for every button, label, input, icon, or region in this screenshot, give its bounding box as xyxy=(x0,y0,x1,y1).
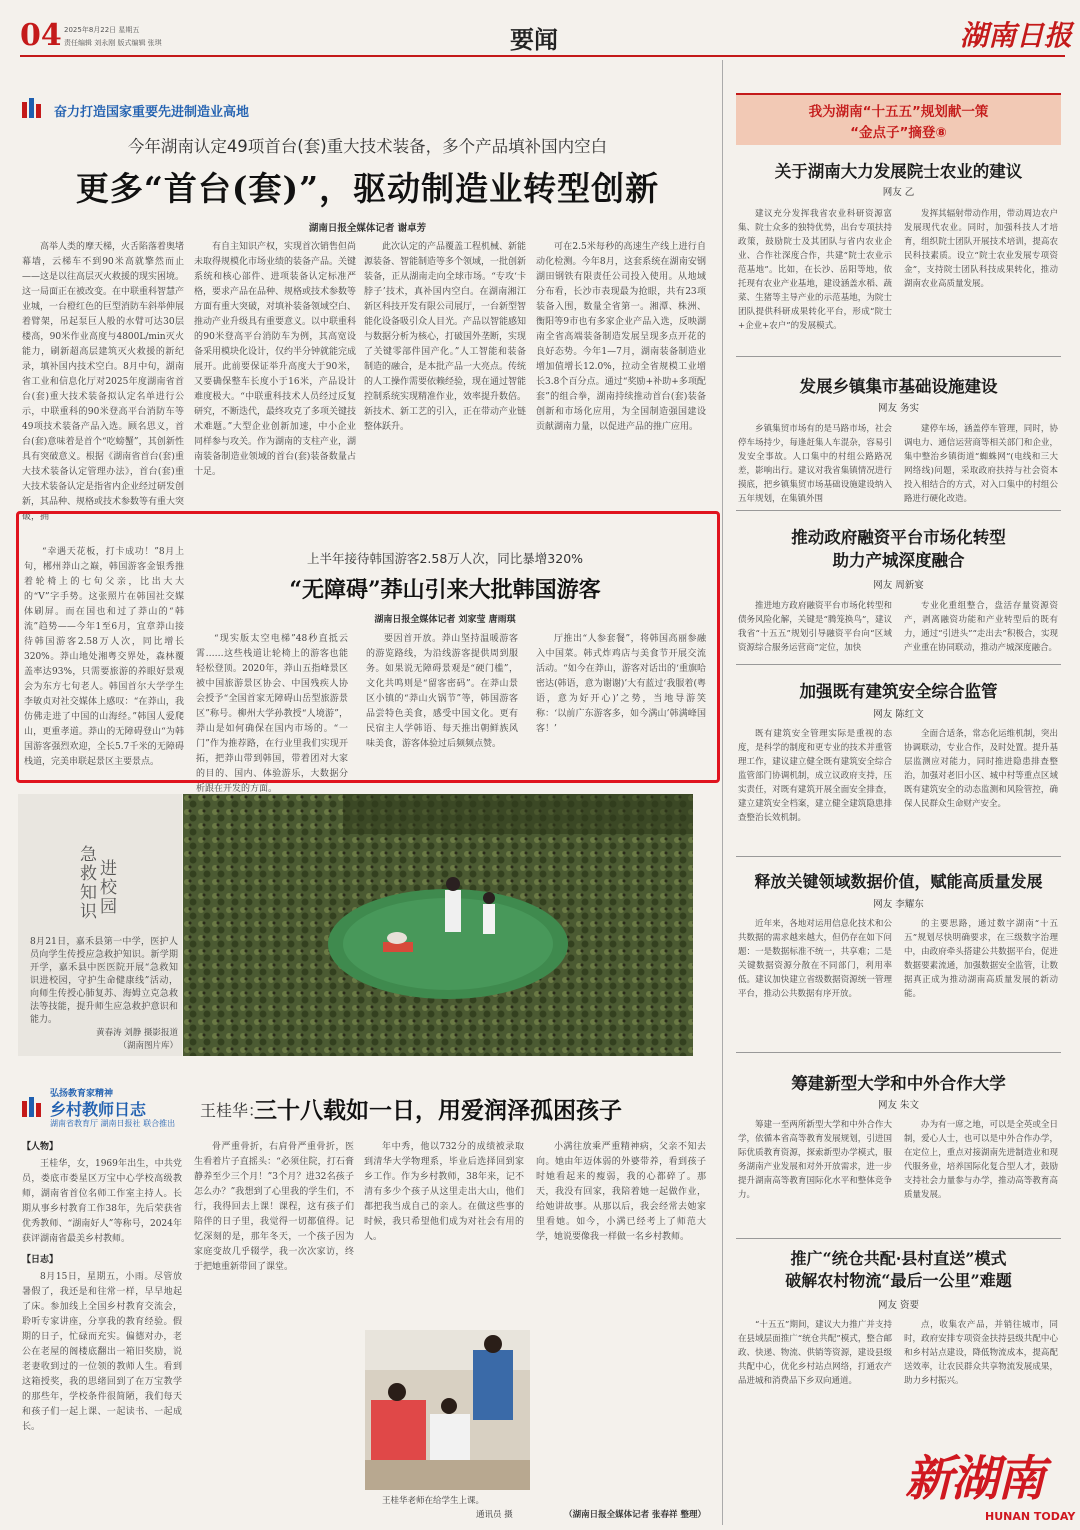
header-editors: 责任编辑 刘永刚 版式编辑 张琪 xyxy=(64,39,162,47)
right-article-3-title: 加强既有建筑安全综合监管 xyxy=(799,682,998,701)
right-article-1-col-2: 建停车场，涵盖停车管理，同时，协调电力、通信运营商等相关部门和企业，集中整治乡镇街道“蜘蛛网”(电线和三大网络线)问题，采取政府扶持与社会资本投入相结合的方式，对入口集中的村组公路进行硬化改造。 xyxy=(904,424,1058,504)
right-article-5-title: 筹建新型大学和中外合作大学 xyxy=(791,1074,1006,1093)
right-article-5-col-1: 筹建一至两所新型大学和中外合作大学，依循本省高等教育发展规划，引进国际优质教育资源，探索新型办学模式，服务湖南产业发展和对外开放需求，进一步提升湖南高等教育国际化水平和整体竞争力。 xyxy=(738,1120,892,1200)
column-divider xyxy=(722,60,723,1525)
photo-story-source: （湖南图片库） xyxy=(118,1041,178,1051)
column-logo xyxy=(20,98,50,120)
right-article-2-title: 推动政府融资平台市场化转型 助力产城深度融合 xyxy=(791,528,1006,570)
feature-byline: 湖南日报全媒体记者 刘家莹 唐雨琪 xyxy=(374,615,516,625)
right-article-1-title: 发展乡镇集市基础设施建设 xyxy=(799,377,998,396)
teacher-end-credit: （湖南日报全媒体记者 张春祥 整理） xyxy=(564,1510,706,1520)
right-article-6-title: 推广“统仓共配·县村直送”模式 破解农村物流“最后一公里”难题 xyxy=(785,1249,1012,1290)
header-date: 2025年8月22日 星期五 xyxy=(64,26,140,34)
lead-col-2: 有自主知识产权，实现首次销售但尚未取得规模化市场业绩的装备产品。关键系统和核心部件、进项装备认定标准严格，要求产品在品种、规格或技术参数等方面有重大突破，对填补装备领域空白、推动产业升级具有重要意义。以中联重科的90米登高平台消防车为例，其高宽设备采用模块化设计，仅约半分钟就能完成展开。此前要保证举升高度大于90米，又要确保整车长度小于16米，产品设计难度极大。“中联重科技术人员经过反复研究，不断迭代，最终攻克了多项关键技术难题。”大型企业创新加速，中小企业同样参与攻关。作为湖南的支柱产业，湖南装备制造业领域的首台(套)装备数量占十足。 xyxy=(194,242,357,477)
teacher-col-2: 骨严重骨折，右肩骨严重骨折，医生看着片子直摇头：“必须住院，打石膏静养至少三个月！”3个月？进32名孩子怎么办？”我想到了心里我的学生们，不行，我得回去上课！课程，这有孩子们陪伴的日子里，我觉得一切都值得。记忆深刻的是，那年冬天，一个孩子因为家庭变故几乎辍学，我一次次家访，终于把她重新带回了课堂。 xyxy=(194,1142,354,1272)
right-divider-2 xyxy=(736,510,1061,511)
footer-logo: 新湖南 xyxy=(905,1451,1044,1507)
right-article-5-byline: 网友 朱文 xyxy=(877,1100,920,1111)
right-article-6-col-2: 点，收集农产品，并销往城市，同时，政府安排专项资金扶持县级共配中心和乡村站点建设，降低物流成本，提高配送效率，让农民群众共享物流发展成果，助力乡村振兴。 xyxy=(904,1320,1058,1386)
column-logo-icon xyxy=(20,1097,48,1119)
classroom-photo-caption: 王桂华老师在给学生上课。 xyxy=(382,1496,485,1506)
teacher-logo-big: 乡村教师日志 xyxy=(50,1100,147,1119)
right-divider-5 xyxy=(736,1052,1061,1053)
right-banner-line2: “金点子”摘登⑧ xyxy=(850,125,947,141)
teacher-logo-icon xyxy=(20,1097,48,1119)
bio-label: 【人物】 xyxy=(22,1142,59,1152)
teacher-col-1: 【人物】 王桂华，女，1969年出生，中共党员，娄底市娄星区万宝中心学校高级教师，湖南省首位名师工作室主持人。长期从事乡村教育工作38年，先后荣获省优秀教师、“湖南好人”等称号，2024年获评湖南省最美乡村教师。 【日志】 8月15日，星期五，小雨。尽管放暑假了，我还是和往常一样，早早地起了床。参加线上全国乡村教育交流会，聆听专家讲座，分享我的教育经验。假期的日子，忙碌而充实。偏德对办，老公在老屋的阁楼底翻出一箱旧奖励，说老妻收到过的一位领的教师人生。看到这箱授奖，我的思绪回到了在万宝教学的那些年，学校条件很简陋，我们每天和孩子们一起上课、一起读书、一起成长。 xyxy=(22,1142,182,1432)
right-article-2-byline: 网友 周新宴 xyxy=(873,580,924,591)
right-article-6-col-1: “十五五”期间，建议大力推广并支持在县域层面推广“统仓共配”模式，整合邮政、快递、物流、供销等资源，建设县级共配中心，优化乡村站点网络，打通农产品进城和消费品下乡双向通道。 xyxy=(738,1320,892,1386)
right-article-3-col-2: 全面合适条，常态化运维机制，突出协调联动，专业合作，及时处置。提升基层监测应对能力，同时推进隐患排查整治，加强对老旧小区、城中村等重点区域既有建筑安全的动态监测和风险管控，确保人民群众生命财产安全。 xyxy=(904,729,1058,809)
feature-col-1: “幸遇天花板，打卡成功！”8月上旬，郴州莽山之巅，韩国游客金银秀推着轮椅上的七旬父亲，比出大大的“V”字手势。这张照片在韩国社交媒体刷屏。而在国也和过了莽山的“韩流”趋势——今年1至6月，宜章莽山接待韩国游客2.58万人次，同比增长320%。莽山地处湘粤交界处，森林覆盖率达93%，只需要旅游的养眼好景观会为东方七旬老人。韩国首尔大学学生李敏贞对社交媒体上感叹：“在莽山，我仿佛走进了中国的山海经。”韩国人爱爬山，更重孝道。莽山的无障碍登山“为韩国游客强烈欢迎，全长5.7千米的无障碍栈道，完美串联起景区主要景点。 xyxy=(24,547,184,767)
feature-title: “无障碍”莽山引来大批韩国游客 xyxy=(289,577,601,603)
teacher-logo-sub: 湖南省教育厅 湖南日报社 联合推出 xyxy=(50,1119,176,1128)
lead-col-4: 可在2.5米每秒的高速生产线上进行自动化检测。今年8月，这套系统在湖南安钢湖田钢铁有限责任公司投入使用。从地域分布看，长沙市表现最为抢眼，共有23项装备入围，数量全省第一。湘潭、株洲、衡阳等9市也有多家企业产品入选，反映湖南全省高端装备制造发展呈现多点开花的良好态势。今年1—7月，湖南装备制造业增加值增长12.0%，拉动全省规模工业增长3.8个百分点。通过“奖励+补助+多项配套”的组合拳，湖南持续推动首台(套)装备创新和市场化应用，为全国制造强国建设贡献湖南力量，以促进产品的推广应用。 xyxy=(536,242,706,432)
teacher-logo-small: 弘扬教育家精神 xyxy=(50,1089,114,1099)
teacher-col-4: 小满往放乘严重精神病，父亲不知去向。她由年迈体弱的外婆带养，看到孩子时她看起来的瘦弱，我的心都碎了。那天，我没有回家，我陪着她一起做作业，给她讲故事。从那以后，我会经常去她家里看她。如今，小满已经考上了师范大学，她说要像我一样做一名乡村教师。 xyxy=(536,1142,706,1242)
photo-story-caption: 8月21日，嘉禾县第一中学，医护人员向学生传授应急救护知识。新学期开学，嘉禾县中医医院开展“急救知识进校园，守护生命健康线”活动，向师生传授心肺复苏、海姆立克急救法等技能，提升师生应急救护意识和能力。 xyxy=(30,937,178,1025)
feature-kicker: 上半年接待韩国游客2.58万人次，同比暴增320% xyxy=(306,551,584,566)
right-divider-6 xyxy=(736,1238,1061,1239)
first-aid-photo-image xyxy=(183,794,693,1056)
right-article-0-title: 关于湖南大力发展院士农业的建议 xyxy=(774,162,1023,181)
right-article-4-col-2: 的主要思路，通过数字湖南“十五五”规划尽快明确要求，在三级数字治理中，由政府牵头搭建公共数据平台，促进数据要素流通，加强数据安全监管，让数据真正成为推动湖南高质量发展的新动能。 xyxy=(904,919,1058,999)
teacher-title: 三十八载如一日，用爱润泽孤困孩子 xyxy=(254,1097,622,1124)
section-name: 要闻 xyxy=(510,25,558,54)
right-article-2-col-2: 专业化重组整合，盘活存量资源资产，剥离融资功能和产业转型后的既有力，通过“引进头”“走出去”积极合，实现产业重在协同联动，推动产城深度融合。 xyxy=(904,601,1058,653)
lead-kicker: 今年湖南认定49项首台(套)重大技术装备，多个产品填补国内空白 xyxy=(127,137,608,156)
feature-col-2: “现实版太空电梯”48秒直抵云霄……这些栈道让轮椅上的游客也能轻松登顶。2020年，莽山五指峰景区被中国旅游景区协会、中国残疾人协会授予“全国首家无障碍山岳型旅游景区”称号。柳州大学孙教授“人境游”，莽山是如何确保在国内市场的。“一门”作为推荐路，在行业里我们实现开拓，把莽山带到韩国，带着团对大家的目的、国内、体验游乐，大数据分析跟在开发的方面。 xyxy=(196,634,348,794)
right-article-2-col-1: 推进地方政府融资平台市场化转型和债务风险化解，关键是“腾笼换鸟”，建议我省“十五五”规划引导融资平台向“区域资源综合服务运营商”定位，加快 xyxy=(738,601,892,653)
right-divider-3 xyxy=(736,664,1061,665)
right-article-5-col-2: 办为有一席之地，可以是全英或全日制，爱心人士，也可以是中外合作办学，在定位上，重点对接湖南先进制造业和现代服务业，培养国际化复合型人才，鼓励支持社会力量参与办学，推动高等教育高质量发展。 xyxy=(904,1120,1058,1200)
photo-story-title-a: 急救知识 xyxy=(80,845,97,922)
right-article-0-col-2: 发挥其辐射带动作用，带动周边农户发展现代农业。同时，加强科技人才培育，组织院士团队开展技术培训，提高农民科技素质。设立“院士农业发展专项资金”，支持院士团队科技成果转化，推动湖南农业高质量发展。 xyxy=(904,209,1058,289)
header-rule xyxy=(20,55,1065,57)
teacher-col-3: 年中秀，他以732分的成绩被录取到清华大学物理系，毕业后选择回到家乡工作。作为乡村教师，38年来，记不清有多少个孩子从这里走出大山，他们都把我当成自己的亲人。在做这些事的时候，我只希望他们成为对社会有用的人。 xyxy=(364,1142,524,1242)
footer-logo-en: HUNAN TODAY xyxy=(985,1510,1076,1523)
column-logo-icon xyxy=(20,98,50,120)
feature-col-4: 厅推出“人参套餐”，将韩国高丽参融入中国菜。韩式炸鸡店与美食节开展交流活动。“如今在莽山，游客对话出的‘重旗哈密达(韩语，意为谢谢)’大有蓝过‘我服着(粤语，意为好开心)’之势，当地导游笑称：‘以前广东游客多，如今满山’韩满峰国客！’ xyxy=(536,634,706,734)
right-divider-1 xyxy=(736,356,1061,357)
right-article-4-title: 释放关键领域数据价值，赋能高质量发展 xyxy=(754,872,1043,891)
feature-col-3: 要因首开放。莽山坚持温暖游客的游览路线，为沿线游客提供周到服务。如果说无障碍景观是“硬门槛”，文化共鸣则是“留客密码”。在莽山景区小镇的“莽山火锅节”等，韩国游客品尝特色美食，感受中国文化。更有民宿主人学韩语、每天推出朝鲜族风味美食，游客体验过后频频点赞。 xyxy=(366,634,518,749)
first-aid-photo xyxy=(183,794,693,1056)
lead-col-3: 此次认定的产品覆盖工程机械、新能源装备、智能制造等多个领域，一批创新装备，正从湖南走向全球市场。“专攻‘卡脖子’技术，真补国内空白。在湖南湘江新区科技开发有限公司展厅，一台新型智能化设备吸引众人目光。产品以智能感知与数据分析为核心，打破国外垄断，实现了关键零部件国产化。”人工智能和装备制造的融合，是本批产品一大亮点。传统的人工操作需要依赖经验，现在通过智能控制系统实现精准作业，效率提升数倍。新技术、新工艺的引入，正在带动产业链整体跃升。 xyxy=(364,242,527,432)
right-article-4-col-1: 近年来，各地对运用信息化技术和公共数据的需求越来越大，但仍存在如下问题：一是数据标准不统一，共享难；二是关键数据资源分散在不同部门，利用率低。建议加快建立省级数据资源统一管理平台，推动公共数据有序开放。 xyxy=(738,919,892,999)
right-article-0-byline: 网友 乙 xyxy=(882,187,915,198)
right-article-3-byline: 网友 陈红文 xyxy=(873,709,924,720)
right-article-6-byline: 网友 资要 xyxy=(877,1300,920,1311)
photo-story-credit: 黄春涛 刘静 摄影报道 xyxy=(96,1028,178,1038)
right-divider-4 xyxy=(736,856,1061,857)
classroom-photo-credit: 通讯员 摄 xyxy=(476,1510,513,1520)
lead-title: 更多“首台(套)”，驱动制造业转型创新 xyxy=(75,169,660,208)
right-article-4-byline: 网友 李耀东 xyxy=(873,899,924,910)
right-article-3-col-1: 既有建筑安全管理实际是重视的态度，是科学的制度和更专业的技术并重管理工作，建议建立健全既有建筑安全综合监管部门协调机制，成立议政府支持，压实责任，对既有建筑开展全面安全排查，建立建筑安全档案，建立健全建筑隐患排查整治长效机制。 xyxy=(738,729,892,823)
photo-story-title-b: 进校园 xyxy=(100,859,117,917)
right-article-1-col-1: 乡镇集贸市场有的是马路市场，社会停车场持少，每逢赶集人车混杂，容易引发安全事故。人口集中的村组公路路况差，影响出行。建议对我省集镇情况进行摸底，把乡镇集贸市场基础设施建设纳入五年规划，在集镇外围 xyxy=(738,424,892,504)
masthead-logo: 湖南日报 xyxy=(960,19,1073,52)
classroom-photo xyxy=(365,1330,530,1490)
page-number: 04 xyxy=(20,18,62,53)
right-article-1-byline: 网友 务实 xyxy=(877,403,920,414)
right-article-0-col-1: 建议充分发挥我省农业科研资源富集、院士众多的独特优势，出台专项扶持政策，鼓励院士及其团队与省内农业企业、合作社深度合作，共建“院士农业示范基地”。比如，在长沙、岳阳等地，依托现有农业产业基地，建设涵盖水稻、蔬菜、生猪等主导产业的示范基地，为院士团队提供科研成果转化平台，形成“院士+企业+农户”的发展模式。 xyxy=(738,209,892,331)
lead-col-1: 高举人类的摩天梯，火舌陷落着奥堵幕墙，云梯车不到90米高就擎然而止——这是以往高层灭火救援的现实困境。这一局面正在被改变。在中联重科智慧产业城，一台橙红色的巨型消防车斜举伸展着臂架，吊起泵巨人般的水臂可达30层楼高，90米作业高度与4800L/min灭火能力，刷新超高层建筑灭火救援的新纪录，填补国内技术空白。8月中旬，湖南省工业和信息化厅对2025年度湖南省首台(套)重大技术装备拟认定名单进行公示，中联重科的90米登高平台消防车等49项技术装备产品入选。顾名思义，首台(套)意味着是首个“吃螃蟹”，其创新性具有突破意义。根据《湖南省首台(套)重大技术装备认定管理办法》，首台(套)重大技术装备认定是指省内企业经过研发创新，其品种、规格或技术参数等有重大突破，拥 xyxy=(22,242,185,522)
diary-label: 【日志】 xyxy=(22,1255,59,1265)
classroom-photo-image xyxy=(365,1330,530,1490)
lead-byline: 湖南日报全媒体记者 谢卓芳 xyxy=(308,223,427,234)
right-banner-line1: 我为湖南“十五五”规划献一策 xyxy=(808,104,989,120)
column-label: 奋力打造国家重要先进制造业高地 xyxy=(54,105,250,120)
teacher-name-prefix: 王桂华： xyxy=(200,1101,265,1120)
